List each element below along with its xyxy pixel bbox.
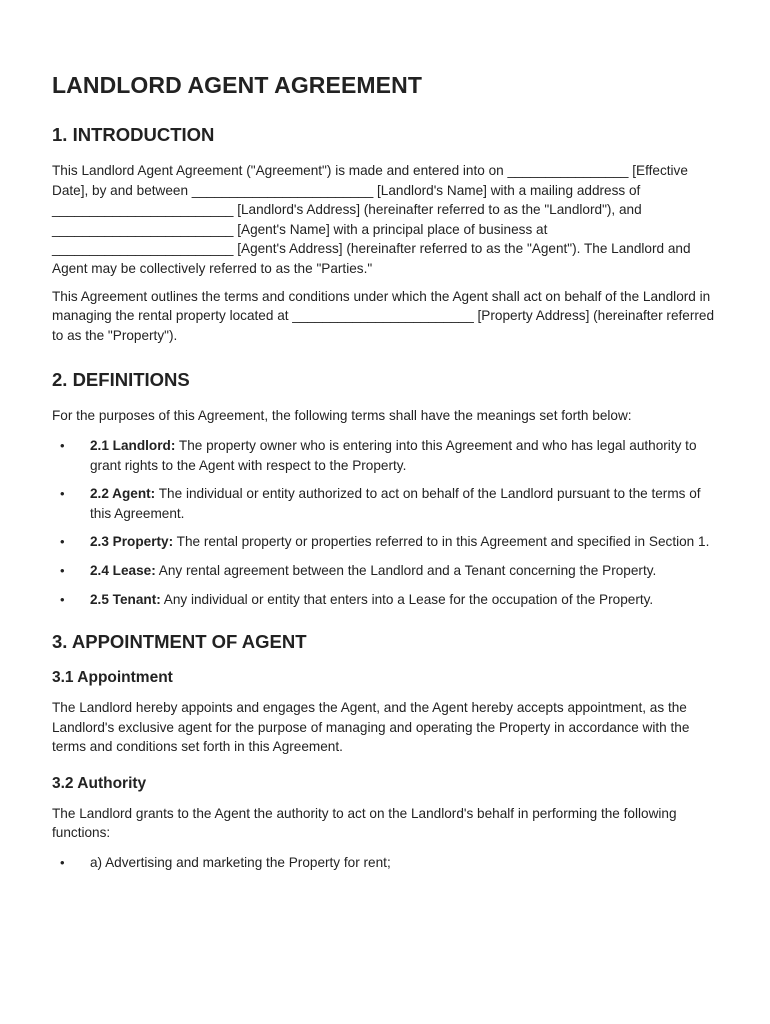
section-appointment (52, 631, 718, 873)
definition-term: 2.4 Lease: (90, 562, 156, 578)
definition-text: Any individual or entity that enters into a Lease for the occupation of the Property. (160, 591, 654, 607)
list-item (52, 590, 718, 610)
document-title: LANDLORD AGENT AGREEMENT (52, 72, 422, 98)
definition-text: Any rental agreement between the Landlord and a Tenant concerning the Property. (155, 562, 657, 578)
authority-item-text: a) Advertising and marketing the Property for rent; (90, 855, 391, 871)
section-heading-definitions: 2. DEFINITIONS (52, 369, 190, 391)
section-heading-introduction: 1. INTRODUCTION (52, 124, 215, 145)
appointment-paragraph: The Landlord hereby appoints and engages the Agent, and the Agent hereby accepts appointment, as the Landlord's exclusive agent for the purpose of managing and operating the Property in accordance with the terms and conditions set forth in this Agreement. (52, 700, 690, 755)
bullet-icon: • (60, 591, 65, 607)
authority-list (52, 853, 718, 873)
subsection-authority (52, 775, 718, 873)
bullet-icon: • (60, 486, 65, 502)
bullet-icon: • (60, 855, 65, 871)
definition-term: 2.2 Agent: (90, 486, 156, 502)
subsection-heading-appointment: 3.1 Appointment (52, 669, 173, 687)
intro-paragraph-2: This Agreement outlines the terms and conditions under which the Agent shall act on behalf of the Landlord in managing the rental property located at ________________________ [Property Address] (hereinafter referred to as the "Property"). (52, 288, 715, 343)
list-item (52, 853, 718, 873)
section-definitions (52, 369, 718, 609)
definition-text: The individual or entity authorized to act on behalf of the Landlord pursuant to the terms of this Agreement. (90, 486, 701, 521)
section-introduction (52, 124, 718, 345)
bullet-icon: • (60, 562, 65, 578)
intro-paragraph-1: This Landlord Agent Agreement ("Agreement") is made and entered into on ________________ [Effective Date], by and between ________________________ [Landlord's Name] with a mailing address of ________________________ [Landlord's Address] (hereinafter referred to as the "Landlord"), and ________________________ [Agent's Name] with a principal place of business at ________________________ [Agent's Address] (hereinafter referred to as the "Agent"). The Landlord and Agent may be collectively referred to as the "Parties." (52, 163, 691, 276)
definition-text: The rental property or properties referred to in this Agreement and specified in Section 1. (173, 534, 710, 550)
definition-term: 2.3 Property: (90, 534, 174, 550)
authority-paragraph: The Landlord grants to the Agent the authority to act on the Landlord's behalf in performing the following functions: (52, 805, 677, 841)
definitions-lead: For the purposes of this Agreement, the following terms shall have the meanings set forth below: (52, 408, 632, 424)
subsection-heading-authority: 3.2 Authority (52, 774, 147, 792)
list-item (52, 484, 718, 523)
bullet-icon: • (60, 534, 65, 550)
definition-text: The property owner who is entering into this Agreement and who has legal authority to grant rights to the Agent with respect to the Property. (90, 437, 697, 473)
bullet-icon: • (60, 437, 65, 453)
list-item (52, 436, 718, 475)
list-item (52, 561, 718, 581)
definitions-list (52, 436, 718, 609)
subsection-appointment (52, 669, 718, 757)
definition-term: 2.5 Tenant: (90, 591, 161, 607)
definition-term: 2.1 Landlord: (90, 437, 176, 453)
section-heading-appointment: 3. APPOINTMENT OF AGENT (52, 631, 307, 653)
list-item (52, 532, 718, 552)
